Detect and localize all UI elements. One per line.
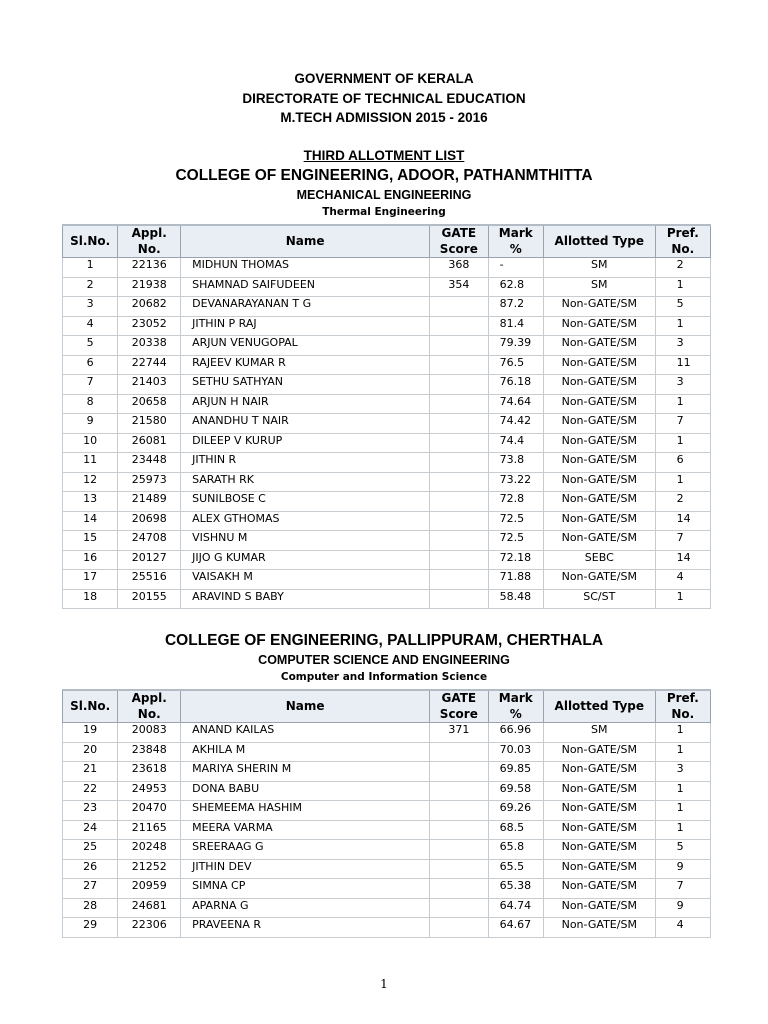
mark-cell: 65.8	[488, 840, 543, 860]
table-row	[63, 433, 711, 453]
table-row	[63, 414, 711, 434]
gate-score-cell	[430, 781, 489, 801]
mark-cell: -	[488, 258, 543, 278]
name-cell: SUNILBOSE C	[181, 492, 430, 512]
col-allotted-type: Allotted Type	[543, 690, 655, 723]
slno-cell: 13	[63, 492, 118, 512]
appl-no-cell: 20698	[118, 511, 181, 531]
gate-score-cell	[430, 762, 489, 782]
gate-score-cell: 371	[430, 723, 489, 743]
col-gate-score: GATE Score	[430, 225, 489, 258]
pref-no-cell: 1	[655, 801, 710, 821]
name-cell: VISHNU M	[181, 531, 430, 551]
branch-title: COMPUTER SCIENCE AND ENGINEERING	[258, 653, 510, 667]
admission-title: M.TECH ADMISSION 2015 - 2016	[280, 110, 488, 125]
gate-score-cell	[430, 453, 489, 473]
appl-no-cell: 25516	[118, 570, 181, 590]
pref-no-cell: 11	[655, 355, 710, 375]
slno-cell: 6	[63, 355, 118, 375]
pref-no-cell: 7	[655, 879, 710, 899]
gate-score-cell	[430, 879, 489, 899]
slno-cell: 15	[63, 531, 118, 551]
gate-score-cell	[430, 801, 489, 821]
name-cell: SHAMNAD SAIFUDEEN	[181, 277, 430, 297]
gate-score-cell	[430, 550, 489, 570]
mark-cell: 64.74	[488, 898, 543, 918]
pref-no-cell: 3	[655, 762, 710, 782]
mark-cell: 76.18	[488, 375, 543, 395]
mark-cell: 62.8	[488, 277, 543, 297]
mark-cell: 58.48	[488, 589, 543, 609]
gate-score-cell	[430, 316, 489, 336]
mark-cell: 74.64	[488, 394, 543, 414]
pref-no-cell: 5	[655, 840, 710, 860]
name-cell: ARJUN H NAIR	[181, 394, 430, 414]
allotted-type-cell: Non-GATE/SM	[543, 840, 655, 860]
gate-score-cell	[430, 820, 489, 840]
name-cell: SHEMEEMA HASHIM	[181, 801, 430, 821]
pref-no-cell: 4	[655, 918, 710, 938]
appl-no-cell: 24953	[118, 781, 181, 801]
mark-cell: 64.67	[488, 918, 543, 938]
appl-no-cell: 21938	[118, 277, 181, 297]
name-cell: ALEX GTHOMAS	[181, 511, 430, 531]
gate-score-cell	[430, 589, 489, 609]
gate-score-cell	[430, 898, 489, 918]
appl-no-cell: 23618	[118, 762, 181, 782]
pref-no-cell: 1	[655, 472, 710, 492]
name-cell: RAJEEV KUMAR R	[181, 355, 430, 375]
pref-no-cell: 1	[655, 742, 710, 762]
table-row	[63, 879, 711, 899]
slno-cell: 2	[63, 277, 118, 297]
col-appl-no: Appl. No.	[118, 690, 181, 723]
slno-cell: 19	[63, 723, 118, 743]
gate-score-cell	[430, 433, 489, 453]
table-row	[63, 355, 711, 375]
allotted-type-cell: SM	[543, 258, 655, 278]
name-cell: APARNA G	[181, 898, 430, 918]
slno-cell: 22	[63, 781, 118, 801]
allotted-type-cell: Non-GATE/SM	[543, 570, 655, 590]
appl-no-cell: 21403	[118, 375, 181, 395]
gate-score-cell	[430, 355, 489, 375]
pref-no-cell: 1	[655, 433, 710, 453]
directorate-title: DIRECTORATE OF TECHNICAL EDUCATION	[242, 91, 526, 106]
slno-cell: 14	[63, 511, 118, 531]
name-cell: SETHU SATHYAN	[181, 375, 430, 395]
appl-no-cell: 20658	[118, 394, 181, 414]
appl-no-cell: 22306	[118, 918, 181, 938]
pref-no-cell: 6	[655, 453, 710, 473]
appl-no-cell: 21489	[118, 492, 181, 512]
table-row	[63, 570, 711, 590]
slno-cell: 20	[63, 742, 118, 762]
table-row	[63, 589, 711, 609]
name-cell: DONA BABU	[181, 781, 430, 801]
allotted-type-cell: SEBC	[543, 550, 655, 570]
pref-no-cell: 14	[655, 511, 710, 531]
table-row	[63, 511, 711, 531]
allotted-type-cell: Non-GATE/SM	[543, 898, 655, 918]
name-cell: SIMNA CP	[181, 879, 430, 899]
allotted-type-cell: Non-GATE/SM	[543, 433, 655, 453]
gate-score-cell	[430, 840, 489, 860]
allotment-list-title: THIRD ALLOTMENT LIST	[303, 148, 465, 163]
allotted-type-cell: Non-GATE/SM	[543, 511, 655, 531]
appl-no-cell: 23848	[118, 742, 181, 762]
col-gate-score: GATE Score	[430, 690, 489, 723]
table-row	[63, 453, 711, 473]
name-cell: PRAVEENA R	[181, 918, 430, 938]
table-row	[63, 492, 711, 512]
gate-score-cell	[430, 570, 489, 590]
slno-cell: 12	[63, 472, 118, 492]
allotted-type-cell: Non-GATE/SM	[543, 316, 655, 336]
appl-no-cell: 20155	[118, 589, 181, 609]
allotted-type-cell: Non-GATE/SM	[543, 472, 655, 492]
appl-no-cell: 20682	[118, 297, 181, 317]
table-row	[63, 898, 711, 918]
allotted-type-cell: Non-GATE/SM	[543, 297, 655, 317]
table-row	[63, 297, 711, 317]
name-cell: JITHIN P RAJ	[181, 316, 430, 336]
branch-title: MECHANICAL ENGINEERING	[296, 188, 472, 202]
table-header-row	[63, 225, 711, 258]
appl-no-cell: 20083	[118, 723, 181, 743]
allotted-type-cell: Non-GATE/SM	[543, 336, 655, 356]
allotted-type-cell: Non-GATE/SM	[543, 453, 655, 473]
appl-no-cell: 26081	[118, 433, 181, 453]
table-row	[63, 258, 711, 278]
table-row	[63, 762, 711, 782]
slno-cell: 10	[63, 433, 118, 453]
gate-score-cell	[430, 375, 489, 395]
name-cell: ANANDHU T NAIR	[181, 414, 430, 434]
govt-title: GOVERNMENT OF KERALA	[294, 71, 474, 86]
appl-no-cell: 22136	[118, 258, 181, 278]
allotted-type-cell: Non-GATE/SM	[543, 859, 655, 879]
allotted-type-cell: Non-GATE/SM	[543, 394, 655, 414]
allotted-type-cell: Non-GATE/SM	[543, 742, 655, 762]
mark-cell: 71.88	[488, 570, 543, 590]
mark-cell: 68.5	[488, 820, 543, 840]
name-cell: MEERA VARMA	[181, 820, 430, 840]
table-row	[63, 801, 711, 821]
mark-cell: 72.5	[488, 511, 543, 531]
col-mark: Mark %	[488, 225, 543, 258]
pref-no-cell: 2	[655, 258, 710, 278]
gate-score-cell	[430, 492, 489, 512]
table-row	[63, 918, 711, 938]
gate-score-cell	[430, 414, 489, 434]
allotted-type-cell: Non-GATE/SM	[543, 801, 655, 821]
pref-no-cell: 1	[655, 781, 710, 801]
pref-no-cell: 1	[655, 589, 710, 609]
pref-no-cell: 5	[655, 297, 710, 317]
allotted-type-cell: Non-GATE/SM	[543, 531, 655, 551]
pref-no-cell: 7	[655, 414, 710, 434]
table-row	[63, 840, 711, 860]
name-cell: JIJO G KUMAR	[181, 550, 430, 570]
table-row	[63, 277, 711, 297]
appl-no-cell: 20127	[118, 550, 181, 570]
appl-no-cell: 20248	[118, 840, 181, 860]
appl-no-cell: 21252	[118, 859, 181, 879]
slno-cell: 23	[63, 801, 118, 821]
pref-no-cell: 14	[655, 550, 710, 570]
appl-no-cell: 24681	[118, 898, 181, 918]
col-slno: Sl.No.	[63, 225, 118, 258]
slno-cell: 24	[63, 820, 118, 840]
allotted-type-cell: Non-GATE/SM	[543, 879, 655, 899]
col-pref-no: Pref. No.	[655, 225, 710, 258]
gate-score-cell	[430, 297, 489, 317]
name-cell: SARATH RK	[181, 472, 430, 492]
name-cell: ARAVIND S BABY	[181, 589, 430, 609]
slno-cell: 5	[63, 336, 118, 356]
pref-no-cell: 1	[655, 394, 710, 414]
slno-cell: 4	[63, 316, 118, 336]
gate-score-cell	[430, 918, 489, 938]
slno-cell: 18	[63, 589, 118, 609]
gate-score-cell	[430, 531, 489, 551]
table-row	[63, 859, 711, 879]
col-name: Name	[181, 690, 430, 723]
mark-cell: 79.39	[488, 336, 543, 356]
college-title: COLLEGE OF ENGINEERING, PALLIPPURAM, CHERTHALA	[164, 632, 604, 649]
slno-cell: 16	[63, 550, 118, 570]
name-cell: JITHIN R	[181, 453, 430, 473]
name-cell: ARJUN VENUGOPAL	[181, 336, 430, 356]
col-pref-no: Pref. No.	[655, 690, 710, 723]
allotted-type-cell: Non-GATE/SM	[543, 414, 655, 434]
mark-cell: 65.5	[488, 859, 543, 879]
slno-cell: 3	[63, 297, 118, 317]
slno-cell: 17	[63, 570, 118, 590]
gate-score-cell	[430, 472, 489, 492]
appl-no-cell: 20959	[118, 879, 181, 899]
table-row	[63, 742, 711, 762]
name-cell: AKHILA M	[181, 742, 430, 762]
pref-no-cell: 9	[655, 898, 710, 918]
table-row	[63, 375, 711, 395]
allotted-type-cell: Non-GATE/SM	[543, 492, 655, 512]
slno-cell: 28	[63, 898, 118, 918]
college-title: COLLEGE OF ENGINEERING, ADOOR, PATHANMTHITTA	[175, 167, 593, 184]
pref-no-cell: 2	[655, 492, 710, 512]
allotment-table	[62, 689, 711, 938]
specialization-title: Thermal Engineering	[322, 206, 446, 218]
table-row	[63, 723, 711, 743]
name-cell: DEVANARAYANAN T G	[181, 297, 430, 317]
gate-score-cell	[430, 394, 489, 414]
appl-no-cell: 22744	[118, 355, 181, 375]
gate-score-cell	[430, 742, 489, 762]
pref-no-cell: 1	[655, 277, 710, 297]
table-row	[63, 472, 711, 492]
table-row	[63, 531, 711, 551]
table-header-row	[63, 690, 711, 723]
pref-no-cell: 1	[655, 820, 710, 840]
mark-cell: 76.5	[488, 355, 543, 375]
slno-cell: 27	[63, 879, 118, 899]
appl-no-cell: 23052	[118, 316, 181, 336]
name-cell: VAISAKH M	[181, 570, 430, 590]
mark-cell: 65.38	[488, 879, 543, 899]
appl-no-cell: 20470	[118, 801, 181, 821]
appl-no-cell: 23448	[118, 453, 181, 473]
pref-no-cell: 1	[655, 316, 710, 336]
appl-no-cell: 24708	[118, 531, 181, 551]
pref-no-cell: 1	[655, 723, 710, 743]
mark-cell: 73.22	[488, 472, 543, 492]
slno-cell: 8	[63, 394, 118, 414]
allotted-type-cell: Non-GATE/SM	[543, 820, 655, 840]
allotted-type-cell: Non-GATE/SM	[543, 375, 655, 395]
name-cell: ANAND KAILAS	[181, 723, 430, 743]
mark-cell: 74.4	[488, 433, 543, 453]
mark-cell: 66.96	[488, 723, 543, 743]
col-appl-no: Appl. No.	[118, 225, 181, 258]
pref-no-cell: 4	[655, 570, 710, 590]
col-name: Name	[181, 225, 430, 258]
slno-cell: 7	[63, 375, 118, 395]
allotment-table	[62, 224, 711, 609]
allotted-type-cell: Non-GATE/SM	[543, 355, 655, 375]
name-cell: JITHIN DEV	[181, 859, 430, 879]
slno-cell: 9	[63, 414, 118, 434]
mark-cell: 69.85	[488, 762, 543, 782]
pref-no-cell: 7	[655, 531, 710, 551]
table-row	[63, 394, 711, 414]
name-cell: SREERAAG G	[181, 840, 430, 860]
mark-cell: 72.5	[488, 531, 543, 551]
allotted-type-cell: Non-GATE/SM	[543, 762, 655, 782]
mark-cell: 72.18	[488, 550, 543, 570]
gate-score-cell: 354	[430, 277, 489, 297]
appl-no-cell: 25973	[118, 472, 181, 492]
col-allotted-type: Allotted Type	[543, 225, 655, 258]
gate-score-cell	[430, 336, 489, 356]
slno-cell: 1	[63, 258, 118, 278]
col-slno: Sl.No.	[63, 690, 118, 723]
pref-no-cell: 3	[655, 375, 710, 395]
name-cell: DILEEP V KURUP	[181, 433, 430, 453]
mark-cell: 70.03	[488, 742, 543, 762]
mark-cell: 69.26	[488, 801, 543, 821]
allotted-type-cell: Non-GATE/SM	[543, 918, 655, 938]
table-row	[63, 336, 711, 356]
table-row	[63, 316, 711, 336]
allotted-type-cell: SM	[543, 723, 655, 743]
appl-no-cell: 21165	[118, 820, 181, 840]
pref-no-cell: 3	[655, 336, 710, 356]
slno-cell: 25	[63, 840, 118, 860]
table-row	[63, 781, 711, 801]
gate-score-cell	[430, 511, 489, 531]
specialization-title: Computer and Information Science	[280, 671, 488, 683]
mark-cell: 81.4	[488, 316, 543, 336]
appl-no-cell: 21580	[118, 414, 181, 434]
table-row	[63, 550, 711, 570]
name-cell: MARIYA SHERIN M	[181, 762, 430, 782]
page-number: 1	[380, 977, 388, 991]
allotted-type-cell: SM	[543, 277, 655, 297]
appl-no-cell: 20338	[118, 336, 181, 356]
col-mark: Mark %	[488, 690, 543, 723]
allotted-type-cell: SC/ST	[543, 589, 655, 609]
gate-score-cell	[430, 859, 489, 879]
allotted-type-cell: Non-GATE/SM	[543, 781, 655, 801]
pref-no-cell: 9	[655, 859, 710, 879]
table-row	[63, 820, 711, 840]
slno-cell: 26	[63, 859, 118, 879]
slno-cell: 29	[63, 918, 118, 938]
mark-cell: 69.58	[488, 781, 543, 801]
mark-cell: 72.8	[488, 492, 543, 512]
slno-cell: 11	[63, 453, 118, 473]
gate-score-cell: 368	[430, 258, 489, 278]
mark-cell: 73.8	[488, 453, 543, 473]
mark-cell: 87.2	[488, 297, 543, 317]
slno-cell: 21	[63, 762, 118, 782]
name-cell: MIDHUN THOMAS	[181, 258, 430, 278]
mark-cell: 74.42	[488, 414, 543, 434]
